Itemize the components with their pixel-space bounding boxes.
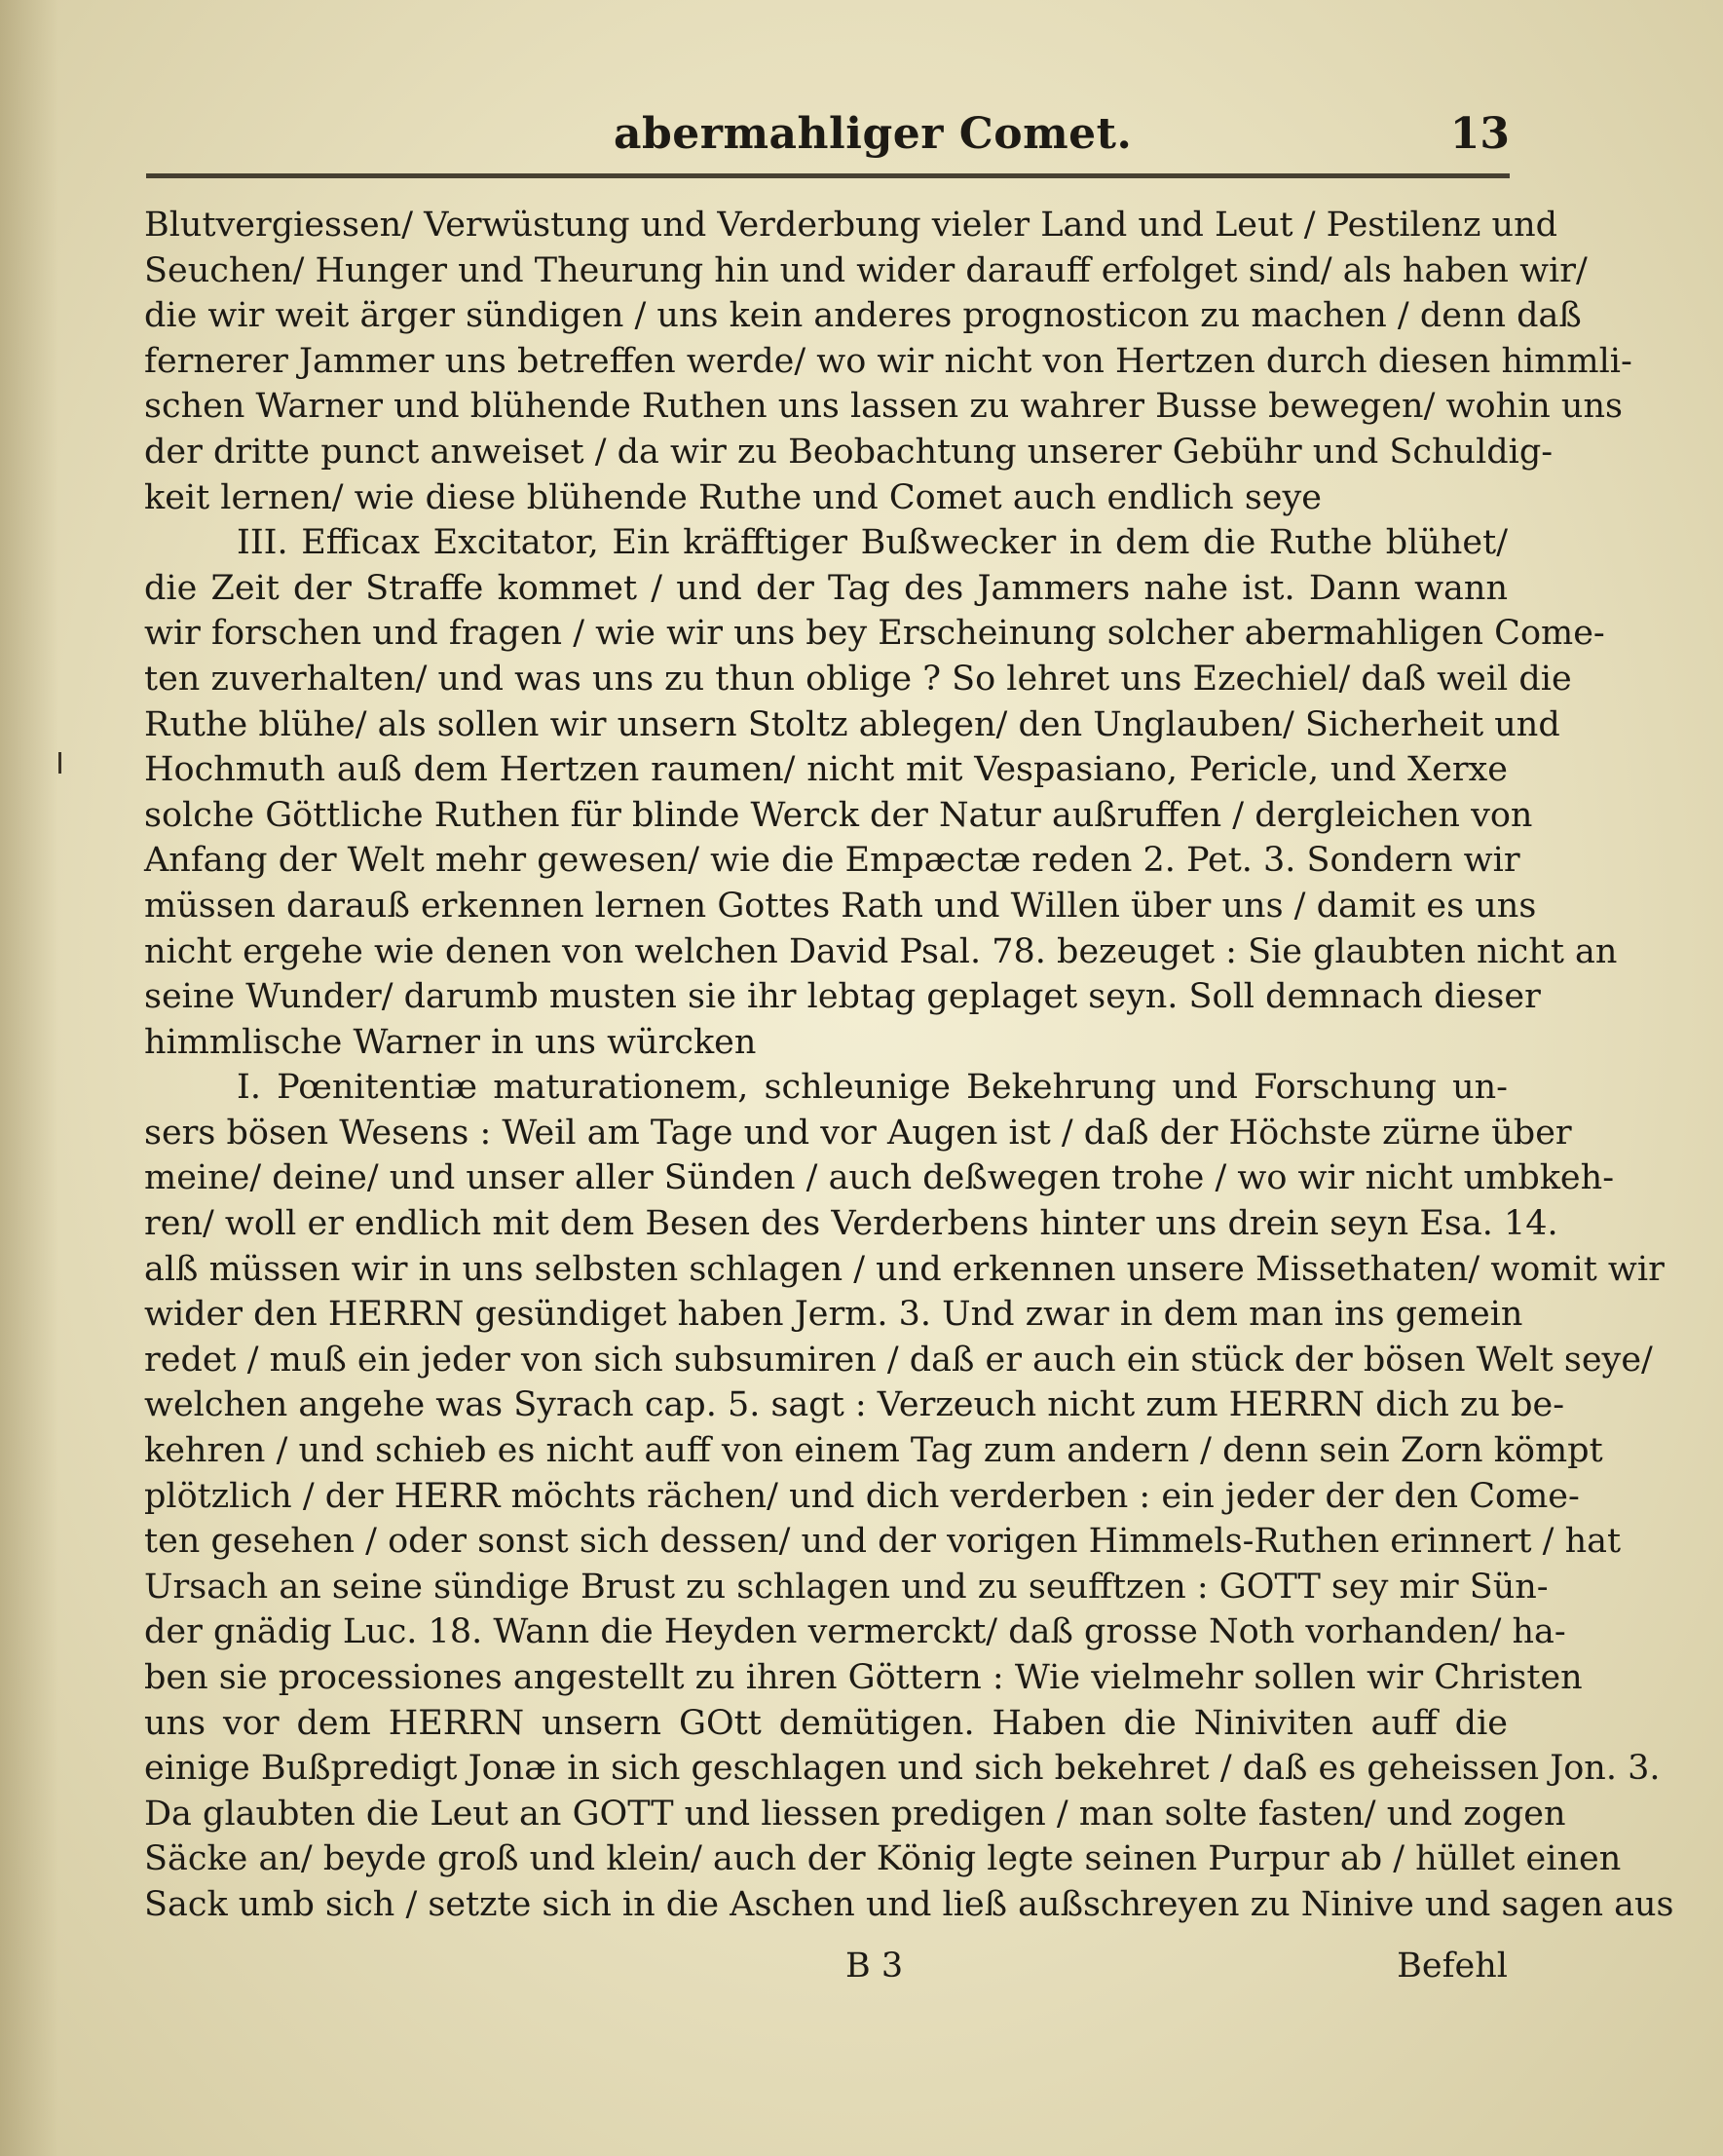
text-line: die wir weit ärger sündigen / uns kein anderes prognosticon zu machen / denn daß — [144, 296, 1582, 336]
text-line: wider den HERRN gesündiget haben Jerm. 3. Und zwar in dem man ins gemein — [144, 1295, 1523, 1335]
text-line: Ursach an seine sündige Brust zu schlagen und zu seufftzen : GOTT sey mir Sün- — [144, 1567, 1549, 1607]
text-line: Seuchen/ Hunger und Theurung hin und wider darauff erfolget sind/ als haben wir/ — [144, 250, 1588, 290]
text-line: einige Bußpredigt Jonæ in sich geschlagen und sich bekehret / daß es geheissen Jon. 3. — [144, 1749, 1661, 1789]
text-line: Säcke an/ beyde groß und klein/ auch der König legte seinen Purpur ab / hüllet einen — [144, 1839, 1622, 1879]
text-line: welchen angehe was Syrach cap. 5. sagt : Verzeuch nicht zum HERRN dich zu be- — [144, 1385, 1565, 1425]
text-line: kehren / und schieb es nicht auff von einem Tag zum andern / denn sein Zorn kömpt — [144, 1431, 1603, 1471]
text-line: nicht ergehe wie denen von welchen David Psal. 78. bezeuget : Sie glaubten nicht an — [144, 931, 1618, 971]
catchword: Befehl — [1397, 1947, 1508, 1986]
text-line: der gnädig Luc. 18. Wann die Heyden vermerckt/ daß grosse Noth vorhanden/ ha- — [144, 1612, 1566, 1652]
page-number: 13 — [1449, 109, 1510, 159]
running-head: abermahliger Comet. — [614, 109, 1133, 159]
page-header — [146, 109, 1510, 177]
text-line: uns vor dem HERRN unsern GOtt demütigen. Haben die Niniviten auff die — [144, 1703, 1508, 1743]
text-line: plötzlich / der HERR möchts rächen/ und dich verderben : ein jeder der den Come- — [144, 1476, 1580, 1516]
text-line: sers bösen Wesens : Weil am Tage und vor Augen ist / daß der Höchste zürne über — [144, 1113, 1572, 1153]
text-line: ben sie processiones angestellt zu ihren Göttern : Wie vielmehr sollen wir Christen — [144, 1658, 1583, 1697]
text-line: Hochmuth auß dem Hertzen raumen/ nicht mit Vespasiano, Pericle, und Xerxe — [144, 750, 1508, 790]
text-line: die Zeit der Straffe kommet / und der Tag des Jammers nahe ist. Dann wann — [144, 568, 1508, 608]
section-heading-line: III. Efficax Excitator, Ein kräfftiger Bußwecker in dem die Ruthe blühet/ — [237, 523, 1508, 563]
margin-mark — [58, 752, 61, 774]
header-rule — [146, 173, 1510, 178]
text-line: ten zuverhalten/ und was uns zu thun oblige ? So lehret uns Ezechiel/ daß weil die — [144, 659, 1572, 699]
section-heading-line: I. Pœnitentiæ maturationem, schleunige Bekehrung und Forschung un- — [237, 1068, 1508, 1108]
text-line: redet / muß ein jeder von sich subsumiren / daß er auch ein stück der bösen Welt seye/ — [144, 1340, 1653, 1380]
text-line: schen Warner und blühende Ruthen uns lassen zu wahrer Busse bewegen/ wohin uns — [144, 387, 1623, 427]
text-line: Anfang der Welt mehr gewesen/ wie die Empæctæ reden 2. Pet. 3. Sondern wir — [144, 841, 1520, 881]
binding-shadow — [0, 0, 58, 2156]
text-line: Da glaubten die Leut an GOTT und liessen predigen / man solte fasten/ und zogen — [144, 1794, 1566, 1834]
text-line: meine/ deine/ und unser aller Sünden / auch deßwegen trohe / wo wir nicht umbkeh- — [144, 1158, 1615, 1198]
text-line: solche Göttliche Ruthen für blinde Werck der Natur außruffen / dergleichen von — [144, 795, 1533, 835]
text-line: müssen darauß erkennen lernen Gottes Rath und Willen über uns / damit es uns — [144, 886, 1537, 926]
text-line: der dritte punct anweiset / da wir zu Beobachtung unserer Gebühr und Schuldig- — [144, 432, 1554, 472]
page-footer — [144, 1947, 1508, 1995]
signature-mark: B 3 — [845, 1947, 904, 1986]
text-line: Ruthe blühe/ als sollen wir unsern Stoltz ablegen/ den Unglauben/ Sicherheit und — [144, 704, 1560, 744]
text-line: Sack umb sich / setzte sich in die Aschen und ließ außschreyen zu Ninive und sagen aus — [144, 1884, 1674, 1924]
text-line: ren/ woll er endlich mit dem Besen des Verderbens hinter uns drein seyn Esa. 14. — [144, 1204, 1558, 1244]
text-line: Blutvergiessen/ Verwüstung und Verderbung vieler Land und Leut / Pestilenz und — [144, 206, 1558, 245]
text-line: wir forschen und fragen / wie wir uns bey Erscheinung solcher abermahligen Come- — [144, 614, 1605, 654]
text-line: keit lernen/ wie diese blühende Ruthe und Comet auch endlich seye — [144, 477, 1322, 517]
text-line: seine Wunder/ darumb musten sie ihr lebtag geplaget seyn. Soll demnach dieser — [144, 977, 1541, 1017]
text-line: himmlische Warner in uns würcken — [144, 1022, 757, 1062]
text-line: alß müssen wir in uns selbsten schlagen / und erkennen unsere Missethaten/ womit wir — [144, 1249, 1665, 1289]
body-text — [144, 203, 1674, 1928]
text-line: fernerer Jammer uns betreffen werde/ wo wir nicht von Hertzen durch diesen himmli- — [144, 341, 1632, 381]
text-line: ten gesehen / oder sonst sich dessen/ und der vorigen Himmels-Ruthen erinnert / hat — [144, 1522, 1622, 1562]
